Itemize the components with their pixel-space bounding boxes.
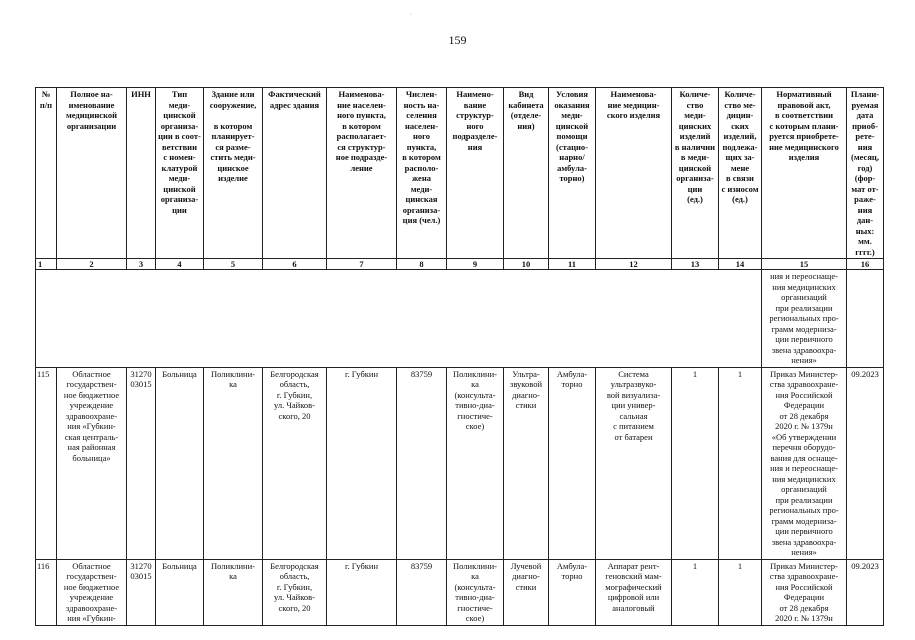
column-number-4: 4 bbox=[156, 259, 204, 270]
header-col-3: ИНН bbox=[127, 88, 156, 259]
cell-qty_replace: 1 bbox=[719, 559, 762, 625]
column-number-2: 2 bbox=[57, 259, 127, 270]
cell-device: Система ультразвуко- вой визуализа- ции универ- сальная с питанием от батареи bbox=[596, 367, 672, 559]
cell-population: 83759 bbox=[397, 559, 447, 625]
cell-inn: 31270 03015 bbox=[127, 367, 156, 559]
header-row bbox=[36, 88, 884, 259]
header-col-4: Тип меди- цинской организа- ции в соот- ветствии с номен- клатурой меди- цинской организа- ции bbox=[156, 88, 204, 259]
cell-address: Белгородская область, г. Губкин, ул. Чайков- ского, 20 bbox=[263, 559, 327, 625]
continuation-empty-date bbox=[847, 270, 884, 368]
column-number-6: 6 bbox=[263, 259, 327, 270]
cell-type: Больница bbox=[156, 559, 204, 625]
table-row bbox=[36, 367, 884, 559]
column-number-7: 7 bbox=[327, 259, 397, 270]
scan-speck: · bbox=[410, 12, 412, 18]
cell-locality: г. Губкин bbox=[327, 559, 397, 625]
page-number: 159 bbox=[448, 33, 467, 47]
header-col-11: Условия оказания меди- цинской помощи (стацио- нарно/ амбула- торно) bbox=[549, 88, 596, 259]
continuation-empty bbox=[36, 270, 762, 368]
cell-org: Областное государствен- ное бюджетное учреждение здравоохране- ния «Губкин- bbox=[57, 559, 127, 625]
cell-qty_replace: 1 bbox=[719, 367, 762, 559]
header-col-7: Наименова- ние населен- ного пункта, в котором располагает- ся структур- ное подразде- ление bbox=[327, 88, 397, 259]
header-col-10: Вид кабинета (отделе- ния) bbox=[504, 88, 549, 259]
cell-building: Поликлини- ка bbox=[204, 559, 263, 625]
cell-inn: 31270 03015 bbox=[127, 559, 156, 625]
header-col-1: № п/п bbox=[36, 88, 57, 259]
column-number-16: 16 bbox=[847, 259, 884, 270]
cell-num: 116 bbox=[36, 559, 57, 625]
header-col-15: Нормативный правовой акт, в соответствии с которым плани- руется приобрете- ние медицинского изделия bbox=[762, 88, 847, 259]
header-col-16: Плани- руемая дата приоб- рете- ния (месяц, год) (фор- мат от- раже- ния дан- ных: мм. гггг.) bbox=[847, 88, 884, 259]
continuation-row bbox=[36, 270, 884, 368]
cell-building: Поликлини- ка bbox=[204, 367, 263, 559]
cell-unit: Поликлини- ка (консульта- тивно-диа- гностиче- ское) bbox=[447, 367, 504, 559]
header-col-14: Количе- ство ме- дицин- ских изделий, подлежа- щих за- мене в связи с износом (ед.) bbox=[719, 88, 762, 259]
cell-type: Больница bbox=[156, 367, 204, 559]
cell-unit: Поликлини- ка (консульта- тивно-диа- гностиче- ское) bbox=[447, 559, 504, 625]
header-col-8: Числен- ность на- селения населен- ного пункта, в котором располо- жена меди- цинская организа- ция (чел.) bbox=[397, 88, 447, 259]
cell-date: 09.2023 bbox=[847, 367, 884, 559]
column-number-row bbox=[36, 259, 884, 270]
cell-org: Областное государствен- ное бюджетное учреждение здравоохране- ния «Губкин- ская централь- ная районная больница» bbox=[57, 367, 127, 559]
cell-population: 83759 bbox=[397, 367, 447, 559]
column-number-14: 14 bbox=[719, 259, 762, 270]
column-number-13: 13 bbox=[672, 259, 719, 270]
header-col-2: Полное на- именование медицинской организации bbox=[57, 88, 127, 259]
cell-conditions: Амбула- торно bbox=[549, 559, 596, 625]
column-number-12: 12 bbox=[596, 259, 672, 270]
column-number-11: 11 bbox=[549, 259, 596, 270]
header-col-13: Количе- ство меди- цинских изделий в наличии в меди- цинской организа- ции (ед.) bbox=[672, 88, 719, 259]
header-col-9: Наимено- вание структур- ного подразделе- ния bbox=[447, 88, 504, 259]
cell-act: Приказ Министер- ства здравоохране- ния Российской Федерации от 28 декабря 2020 г. № 1379н bbox=[762, 559, 847, 625]
cell-conditions: Амбула- торно bbox=[549, 367, 596, 559]
cell-num: 115 bbox=[36, 367, 57, 559]
cell-cabinet: Ультра- звуковой диагно- стики bbox=[504, 367, 549, 559]
column-number-9: 9 bbox=[447, 259, 504, 270]
column-number-3: 3 bbox=[127, 259, 156, 270]
cell-cabinet: Лучевой диагно- стики bbox=[504, 559, 549, 625]
table-row bbox=[36, 559, 884, 625]
column-number-1: 1 bbox=[36, 259, 57, 270]
header-col-6: Фактический адрес здания bbox=[263, 88, 327, 259]
cell-qty_have: 1 bbox=[672, 559, 719, 625]
column-number-10: 10 bbox=[504, 259, 549, 270]
cell-address: Белгородская область, г. Губкин, ул. Чайков- ского, 20 bbox=[263, 367, 327, 559]
column-number-5: 5 bbox=[204, 259, 263, 270]
cell-act: Приказ Министер- ства здравоохране- ния Российской Федерации от 28 декабря 2020 г. № 1379н «Об утверждении перечня оборудо- вания для оснаще- ния и переоснаще- ния медицинских организаций при реализации региональных про- грамм модерниза- ции первичного звена здравоохра- нения» bbox=[762, 367, 847, 559]
column-number-8: 8 bbox=[397, 259, 447, 270]
cell-device: Аппарат рент- геновский мам- мографический цифровой или аналоговый bbox=[596, 559, 672, 625]
column-number-15: 15 bbox=[762, 259, 847, 270]
header-col-12: Наименова- ние медицин- ского изделия bbox=[596, 88, 672, 259]
cell-locality: г. Губкин bbox=[327, 367, 397, 559]
medical-equipment-table bbox=[35, 87, 884, 626]
header-col-5: Здание или сооружение, в котором планирует- ся разме- стить меди- цинское изделие bbox=[204, 88, 263, 259]
continuation-act-text: ния и переоснаще- ния медицинских организаций при реализации региональных про- грамм модерниза- ции первичного звена здравоохра- нения» bbox=[762, 270, 847, 368]
cell-qty_have: 1 bbox=[672, 367, 719, 559]
cell-date: 09.2023 bbox=[847, 559, 884, 625]
